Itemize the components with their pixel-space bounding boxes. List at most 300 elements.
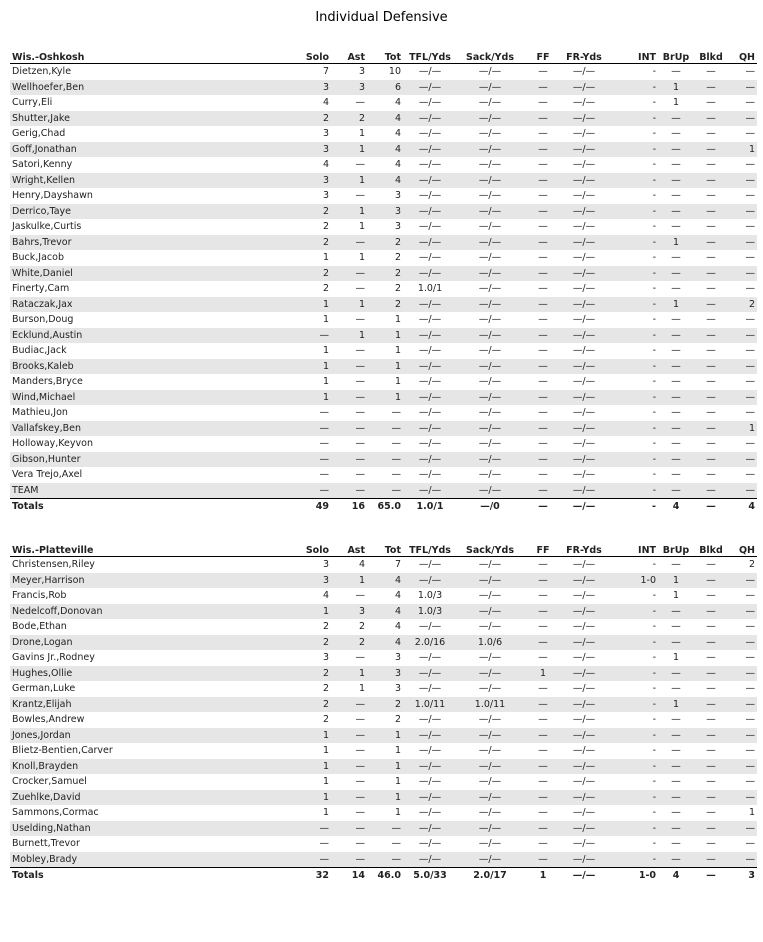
col-header-brup: BrUp xyxy=(658,49,694,64)
cell-int: - xyxy=(652,128,656,139)
cell-tot: 1 xyxy=(367,359,403,375)
cell-qh: — xyxy=(728,483,757,499)
cell-fr-yds: —/— xyxy=(563,297,605,313)
player-row xyxy=(10,219,757,235)
cell-blkd: — xyxy=(706,97,716,108)
cell-qh: 2 xyxy=(748,559,755,570)
cell-ast: 3 xyxy=(331,80,367,96)
cell-fr-yds: —/— xyxy=(572,97,596,108)
total-tot: 65.0 xyxy=(367,499,403,516)
player-row xyxy=(10,650,757,666)
cell-solo: 2 xyxy=(322,714,329,725)
cell-int: - xyxy=(652,221,656,232)
cell-brup: — xyxy=(658,328,694,344)
cell-player-name: Bode,Ethan xyxy=(12,621,67,632)
cell-tfl-yds: —/— xyxy=(403,297,457,313)
cell-int: - xyxy=(605,697,658,713)
cell-brup: 1 xyxy=(672,652,680,663)
cell-solo: — xyxy=(319,407,329,418)
total-ff: — xyxy=(523,499,563,516)
cell-blkd: — xyxy=(694,266,728,282)
player-row xyxy=(10,604,757,620)
cell-blkd: — xyxy=(706,438,716,449)
cell-tfl-yds: 1.0/3 xyxy=(417,590,443,601)
cell-blkd: — xyxy=(694,359,728,375)
cell-brup: — xyxy=(671,683,681,694)
cell-sack-yds: —/— xyxy=(457,80,523,96)
cell-brup: — xyxy=(658,204,694,220)
cell-brup: — xyxy=(671,283,681,294)
cell-solo: 1 xyxy=(292,390,331,406)
cell-fr-yds: —/— xyxy=(563,852,605,868)
cell-fr-yds: —/— xyxy=(563,728,605,744)
cell-tot: 2 xyxy=(394,283,401,294)
cell-int: - xyxy=(605,421,658,437)
cell-sack-yds: —/— xyxy=(478,190,502,201)
cell-ff: — xyxy=(523,728,563,744)
cell-int: - xyxy=(605,728,658,744)
cell-tot: 1 xyxy=(394,776,401,787)
cell-int: - xyxy=(652,407,656,418)
player-row xyxy=(10,759,757,775)
cell-ff: — xyxy=(523,821,563,837)
cell-qh: — xyxy=(745,838,755,849)
cell-ast: 1 xyxy=(331,666,367,682)
total-blkd: — xyxy=(694,868,728,885)
cell-fr-yds: —/— xyxy=(563,697,605,713)
cell-fr-yds: —/— xyxy=(563,266,605,282)
cell-qh: — xyxy=(745,683,755,694)
cell-tfl-yds: —/— xyxy=(403,235,457,251)
cell-sack-yds: 1.0/11 xyxy=(457,697,523,713)
cell-blkd: — xyxy=(706,190,716,201)
cell-tot: 6 xyxy=(367,80,403,96)
cell-sack-yds: —/— xyxy=(478,590,502,601)
cell-tot: — xyxy=(391,407,401,418)
cell-ast: — xyxy=(355,376,365,387)
cell-sack-yds: —/— xyxy=(478,438,502,449)
cell-blkd: — xyxy=(694,759,728,775)
total-qh: 4 xyxy=(728,499,757,516)
cell-ff: — xyxy=(538,745,548,756)
total-int: 1-0 xyxy=(605,868,658,885)
player-row xyxy=(10,573,757,589)
cell-ff: — xyxy=(538,283,548,294)
cell-ast: 2 xyxy=(331,635,367,651)
team-name: Wis.-Platteville xyxy=(10,542,292,557)
cell-tfl-yds: —/— xyxy=(403,852,457,868)
cell-tot: 4 xyxy=(394,159,401,170)
cell-solo: 1 xyxy=(322,345,329,356)
team-table-oshkosh xyxy=(10,49,757,515)
cell-int: - xyxy=(652,469,656,480)
cell-ff: — xyxy=(523,759,563,775)
cell-solo: 2 xyxy=(292,635,331,651)
cell-int: 1-0 xyxy=(605,573,658,589)
cell-int: - xyxy=(605,483,658,499)
cell-tfl-yds: —/— xyxy=(418,345,442,356)
cell-ast: 1 xyxy=(331,573,367,589)
cell-fr-yds: —/— xyxy=(572,838,596,849)
cell-blkd: — xyxy=(694,452,728,468)
cell-brup: — xyxy=(658,790,694,806)
cell-tfl-yds: —/— xyxy=(418,314,442,325)
cell-tot: 4 xyxy=(394,128,401,139)
cell-sack-yds: —/— xyxy=(478,314,502,325)
cell-qh: — xyxy=(728,328,757,344)
player-row xyxy=(10,712,757,728)
cell-brup: — xyxy=(658,421,694,437)
cell-tfl-yds: —/— xyxy=(403,728,457,744)
cell-ff: — xyxy=(523,235,563,251)
col-header-brup: BrUp xyxy=(658,542,694,557)
cell-sack-yds: —/— xyxy=(457,604,523,620)
cell-solo: — xyxy=(292,483,331,499)
cell-brup: — xyxy=(671,714,681,725)
cell-qh: — xyxy=(745,438,755,449)
cell-blkd: — xyxy=(694,421,728,437)
cell-solo: 3 xyxy=(292,80,331,96)
cell-player-name: Mobley,Brady xyxy=(10,852,292,868)
cell-int: - xyxy=(652,97,656,108)
cell-fr-yds: —/— xyxy=(572,776,596,787)
cell-tfl-yds: —/— xyxy=(403,204,457,220)
cell-sack-yds: —/— xyxy=(457,666,523,682)
cell-fr-yds: —/— xyxy=(572,283,596,294)
cell-qh: — xyxy=(728,204,757,220)
cell-solo: 3 xyxy=(292,173,331,189)
cell-tot: — xyxy=(391,838,401,849)
cell-brup: 1 xyxy=(658,573,694,589)
cell-qh: — xyxy=(745,469,755,480)
cell-tot: 7 xyxy=(394,559,401,570)
player-row xyxy=(10,80,757,96)
cell-tfl-yds: —/— xyxy=(418,469,442,480)
cell-brup: — xyxy=(671,345,681,356)
player-row xyxy=(10,359,757,375)
cell-sack-yds: —/— xyxy=(457,297,523,313)
total-ast: 16 xyxy=(331,499,367,516)
cell-fr-yds: —/— xyxy=(572,621,596,632)
cell-ast: 1 xyxy=(358,683,365,694)
cell-blkd: — xyxy=(706,407,716,418)
cell-tfl-yds: —/— xyxy=(403,142,457,158)
cell-ast: — xyxy=(355,345,365,356)
col-header-ast: Ast xyxy=(331,49,367,64)
cell-qh: — xyxy=(728,604,757,620)
cell-tot: 1 xyxy=(394,745,401,756)
cell-player-name: Goff,Jonathan xyxy=(10,142,292,158)
player-row xyxy=(10,619,757,635)
cell-player-name: Crocker,Samuel xyxy=(12,776,87,787)
cell-tot: 2 xyxy=(367,235,403,251)
cell-solo: 2 xyxy=(292,697,331,713)
cell-player-name: Christensen,Riley xyxy=(12,559,95,570)
cell-fr-yds: —/— xyxy=(572,683,596,694)
cell-blkd: — xyxy=(706,590,716,601)
cell-tot: 1 xyxy=(367,390,403,406)
cell-player-name: Curry,Eli xyxy=(12,97,53,108)
cell-blkd: — xyxy=(694,328,728,344)
cell-ast: 1 xyxy=(358,252,365,263)
cell-brup: — xyxy=(671,745,681,756)
cell-ff: — xyxy=(523,111,563,127)
cell-fr-yds: —/— xyxy=(563,573,605,589)
cell-qh: 1 xyxy=(748,807,755,818)
cell-tot: 1 xyxy=(394,376,401,387)
cell-ff: — xyxy=(523,266,563,282)
cell-solo: 2 xyxy=(292,666,331,682)
player-row xyxy=(10,343,757,359)
cell-qh: — xyxy=(728,697,757,713)
cell-ast: — xyxy=(331,421,367,437)
player-row xyxy=(10,374,757,390)
cell-tfl-yds: —/— xyxy=(418,97,442,108)
cell-brup: — xyxy=(658,666,694,682)
cell-tfl-yds: —/— xyxy=(403,759,457,775)
player-row xyxy=(10,328,757,344)
cell-solo: — xyxy=(292,421,331,437)
col-header-tot: Tot xyxy=(367,49,403,64)
cell-ff: — xyxy=(538,128,548,139)
cell-tot: 4 xyxy=(367,573,403,589)
cell-sack-yds: —/— xyxy=(478,807,502,818)
cell-player-name: Dietzen,Kyle xyxy=(12,66,72,77)
cell-fr-yds: —/— xyxy=(572,652,596,663)
cell-qh: — xyxy=(728,235,757,251)
cell-sack-yds: —/— xyxy=(478,838,502,849)
cell-tfl-yds: —/— xyxy=(418,652,442,663)
cell-brup: — xyxy=(671,469,681,480)
cell-fr-yds: —/— xyxy=(572,252,596,263)
cell-fr-yds: —/— xyxy=(572,345,596,356)
cell-solo: — xyxy=(319,438,329,449)
cell-sack-yds: —/— xyxy=(478,159,502,170)
cell-solo: 2 xyxy=(292,235,331,251)
cell-qh: — xyxy=(728,666,757,682)
player-row xyxy=(10,852,757,868)
cell-player-name: Wellhoefer,Ben xyxy=(10,80,292,96)
cell-qh: — xyxy=(745,66,755,77)
cell-brup: — xyxy=(671,621,681,632)
cell-tot: 2 xyxy=(367,297,403,313)
cell-int: - xyxy=(652,376,656,387)
total-int: - xyxy=(605,499,658,516)
cell-player-name: Burson,Doug xyxy=(12,314,74,325)
cell-ff: — xyxy=(538,376,548,387)
cell-int: - xyxy=(652,190,656,201)
cell-int: - xyxy=(605,266,658,282)
cell-sack-yds: —/— xyxy=(478,714,502,725)
cell-int: - xyxy=(652,314,656,325)
cell-blkd: — xyxy=(706,559,716,570)
cell-sack-yds: —/— xyxy=(457,452,523,468)
cell-fr-yds: —/— xyxy=(572,745,596,756)
cell-ast: 1 xyxy=(331,297,367,313)
cell-int: - xyxy=(652,283,656,294)
cell-blkd: — xyxy=(694,790,728,806)
cell-ff: — xyxy=(523,173,563,189)
player-row xyxy=(10,250,757,266)
cell-solo: 1 xyxy=(322,776,329,787)
cell-brup: — xyxy=(658,173,694,189)
cell-blkd: — xyxy=(694,173,728,189)
cell-int: - xyxy=(652,776,656,787)
total-player-name: Totals xyxy=(10,499,292,516)
total-brup: 4 xyxy=(658,499,694,516)
player-row xyxy=(10,235,757,251)
cell-player-name: TEAM xyxy=(10,483,292,499)
totals-row xyxy=(10,868,757,885)
cell-ast: — xyxy=(355,652,365,663)
cell-int: - xyxy=(605,604,658,620)
cell-tot: — xyxy=(391,469,401,480)
cell-qh: — xyxy=(728,80,757,96)
cell-ast: 1 xyxy=(331,328,367,344)
cell-int: - xyxy=(652,252,656,263)
cell-ff: — xyxy=(523,635,563,651)
cell-ast: — xyxy=(355,314,365,325)
cell-player-name: Drone,Logan xyxy=(10,635,292,651)
cell-sack-yds: —/— xyxy=(457,573,523,589)
cell-tfl-yds: 2.0/16 xyxy=(403,635,457,651)
cell-blkd: — xyxy=(706,345,716,356)
cell-brup: — xyxy=(658,759,694,775)
cell-ast: — xyxy=(355,159,365,170)
cell-ast: — xyxy=(355,283,365,294)
cell-tot: 2 xyxy=(367,697,403,713)
cell-brup: — xyxy=(658,852,694,868)
cell-ast: — xyxy=(331,728,367,744)
col-header-tfl-yds: TFL/Yds xyxy=(403,542,457,557)
cell-ff: — xyxy=(538,776,548,787)
cell-ff: — xyxy=(523,421,563,437)
cell-solo: 1 xyxy=(292,790,331,806)
col-header-blkd: Blkd xyxy=(694,542,728,557)
cell-ff: — xyxy=(538,683,548,694)
cell-player-name: German,Luke xyxy=(12,683,76,694)
cell-blkd: — xyxy=(694,204,728,220)
cell-tot: 1 xyxy=(394,345,401,356)
cell-sack-yds: —/— xyxy=(457,390,523,406)
cell-solo: 1 xyxy=(322,252,329,263)
total-fr-yds: —/— xyxy=(563,868,605,885)
cell-qh: — xyxy=(728,173,757,189)
cell-blkd: — xyxy=(706,652,716,663)
cell-qh: — xyxy=(728,759,757,775)
col-header-solo: Solo xyxy=(292,542,331,557)
cell-tfl-yds: —/— xyxy=(418,407,442,418)
cell-player-name: Bahrs,Trevor xyxy=(10,235,292,251)
cell-solo: — xyxy=(292,328,331,344)
cell-blkd: — xyxy=(706,621,716,632)
cell-brup: — xyxy=(671,776,681,787)
cell-fr-yds: —/— xyxy=(572,314,596,325)
cell-int: - xyxy=(605,297,658,313)
cell-tot: — xyxy=(367,452,403,468)
cell-player-name: Ecklund,Austin xyxy=(10,328,292,344)
cell-sack-yds: —/— xyxy=(478,97,502,108)
cell-player-name: Gerig,Chad xyxy=(12,128,66,139)
player-row xyxy=(10,452,757,468)
player-row xyxy=(10,728,757,744)
cell-fr-yds: —/— xyxy=(572,128,596,139)
cell-int: - xyxy=(652,714,656,725)
cell-blkd: — xyxy=(694,852,728,868)
cell-blkd: — xyxy=(694,111,728,127)
cell-brup: — xyxy=(671,407,681,418)
cell-tot: 1 xyxy=(394,807,401,818)
cell-tfl-yds: —/— xyxy=(418,128,442,139)
cell-tot: 3 xyxy=(367,204,403,220)
cell-blkd: — xyxy=(706,776,716,787)
cell-tfl-yds: —/— xyxy=(403,266,457,282)
cell-qh: — xyxy=(745,714,755,725)
cell-solo: 1 xyxy=(292,297,331,313)
player-row xyxy=(10,312,757,328)
cell-sack-yds: —/— xyxy=(457,483,523,499)
cell-ff: — xyxy=(538,438,548,449)
cell-blkd: — xyxy=(706,807,716,818)
cell-brup: — xyxy=(671,252,681,263)
player-row xyxy=(10,95,757,111)
total-brup: 4 xyxy=(658,868,694,885)
cell-tfl-yds: 1.0/1 xyxy=(417,283,443,294)
cell-solo: 4 xyxy=(322,97,329,108)
total-solo: 32 xyxy=(292,868,331,885)
cell-qh: — xyxy=(728,728,757,744)
cell-blkd: — xyxy=(694,697,728,713)
cell-qh: — xyxy=(745,652,755,663)
team-table-platteville xyxy=(10,542,757,884)
cell-ff: — xyxy=(538,97,548,108)
cell-sack-yds: —/— xyxy=(457,852,523,868)
cell-qh: — xyxy=(728,111,757,127)
cell-int: - xyxy=(652,683,656,694)
cell-tot: — xyxy=(367,821,403,837)
cell-ast: 1 xyxy=(358,221,365,232)
total-player-name: Totals xyxy=(10,868,292,885)
cell-ff: — xyxy=(538,221,548,232)
cell-brup: — xyxy=(658,111,694,127)
cell-sack-yds: —/— xyxy=(478,376,502,387)
cell-sack-yds: —/— xyxy=(457,328,523,344)
cell-tot: 2 xyxy=(367,266,403,282)
cell-ast: — xyxy=(355,838,365,849)
cell-qh: — xyxy=(728,266,757,282)
total-sack-yds: 2.0/17 xyxy=(457,868,523,885)
cell-solo: 3 xyxy=(292,573,331,589)
cell-sack-yds: —/— xyxy=(457,821,523,837)
cell-tot: 3 xyxy=(367,666,403,682)
cell-qh: — xyxy=(745,128,755,139)
cell-tfl-yds: —/— xyxy=(418,252,442,263)
cell-player-name: Nedelcoff,Donovan xyxy=(10,604,292,620)
cell-solo: 1 xyxy=(292,359,331,375)
cell-ast: — xyxy=(355,190,365,201)
total-tot: 46.0 xyxy=(367,868,403,885)
player-row xyxy=(10,266,757,282)
cell-ff: — xyxy=(523,452,563,468)
cell-brup: — xyxy=(658,483,694,499)
cell-tfl-yds: —/— xyxy=(418,745,442,756)
cell-tot: 1 xyxy=(367,728,403,744)
cell-fr-yds: —/— xyxy=(572,807,596,818)
cell-int: - xyxy=(605,111,658,127)
cell-ff: 1 xyxy=(523,666,563,682)
player-row xyxy=(10,483,757,499)
cell-int: - xyxy=(652,745,656,756)
